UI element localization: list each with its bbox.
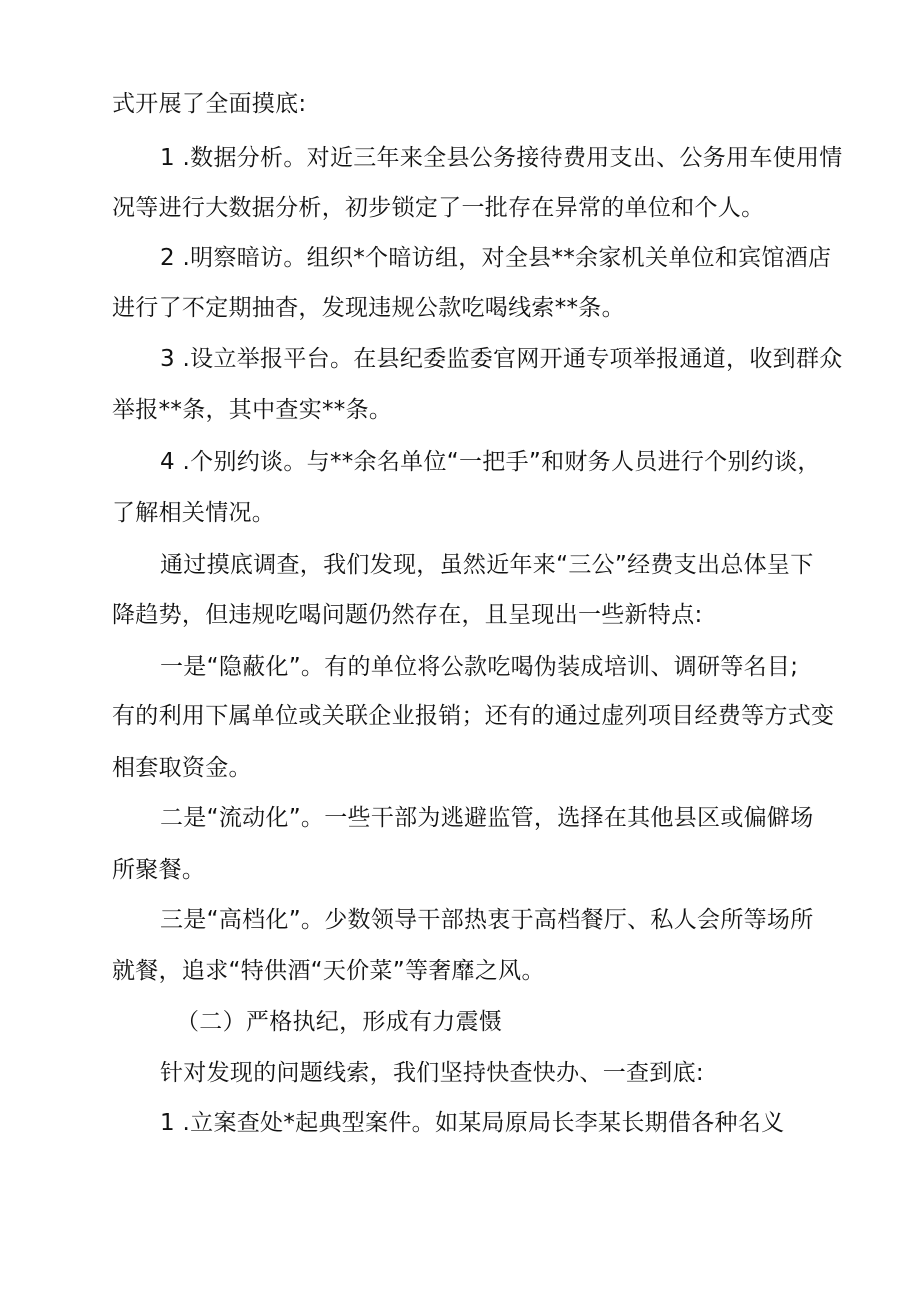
text-line-5: 进行了不定期抽杳，发现违规公款吃喝线索**条。 — [112, 295, 625, 321]
text-line-15: 二是“流动化”。一些干部为逃避监管，选择在其他县区或偏僻场 — [160, 805, 814, 831]
text-line-10: 通过摸底调查，我们发现，虽然近年来“三公”经费支出总体呈下 — [160, 552, 814, 578]
text-line-14: 相套取资金。 — [112, 755, 252, 781]
text-line-11: 降趋势，但违规吃喝问题仍然存在，且呈现出一些新特点: — [112, 602, 703, 628]
text-line-12: 一是“隐蔽化”。有的单位将公款吃喝伪装成培训、调研等名目; — [160, 654, 799, 680]
text-line-9: 了解相关情况。 — [112, 500, 276, 526]
text-line-6: 3 .设立举报平台。在县纪委监委官网开通专项举报通道，收到群众 — [160, 346, 843, 372]
text-line-16: 所聚餐。 — [112, 857, 206, 883]
text-line-21: 1 .立案查处*起典型案件。如某局原局长李某长期借各种名义 — [160, 1110, 785, 1136]
text-line-2: 1 .数据分析。对近三年来全县公务接待费用支出、公务用车使用情 — [160, 145, 843, 171]
text-line-3: 况等进行大数据分析，初步锁定了一批存在异常的单位和个人。 — [112, 195, 765, 221]
text-line-20: 针对发现的问题线索，我们坚持快查快办、一查到底: — [160, 1060, 704, 1086]
text-line-8: 4 .个别约谈。与**余名单位“一把手”和财务人员进行个别约谈， — [160, 449, 821, 475]
text-line-18: 就餐，追求“特供酒“天价菜”等奢靡之风。 — [112, 958, 545, 984]
text-line-13: 有的利用下属单位或关联企业报销；还有的通过虚列项目经费等方式变 — [112, 703, 835, 729]
section-heading: （二）严格执纪，形成有力震慑 — [176, 1009, 503, 1035]
text-line-17: 三是“高档化”。少数领导干部热衷于高档餐厅、私人会所等场所 — [160, 907, 814, 933]
text-line-7: 举报**条，其中查实**条。 — [112, 397, 393, 423]
text-line-1: 式开展了全面摸底: — [112, 91, 307, 117]
text-line-4: 2 .明察暗访。组织*个暗访组，对全县**余家机关单位和宾馆酒店 — [160, 245, 832, 271]
